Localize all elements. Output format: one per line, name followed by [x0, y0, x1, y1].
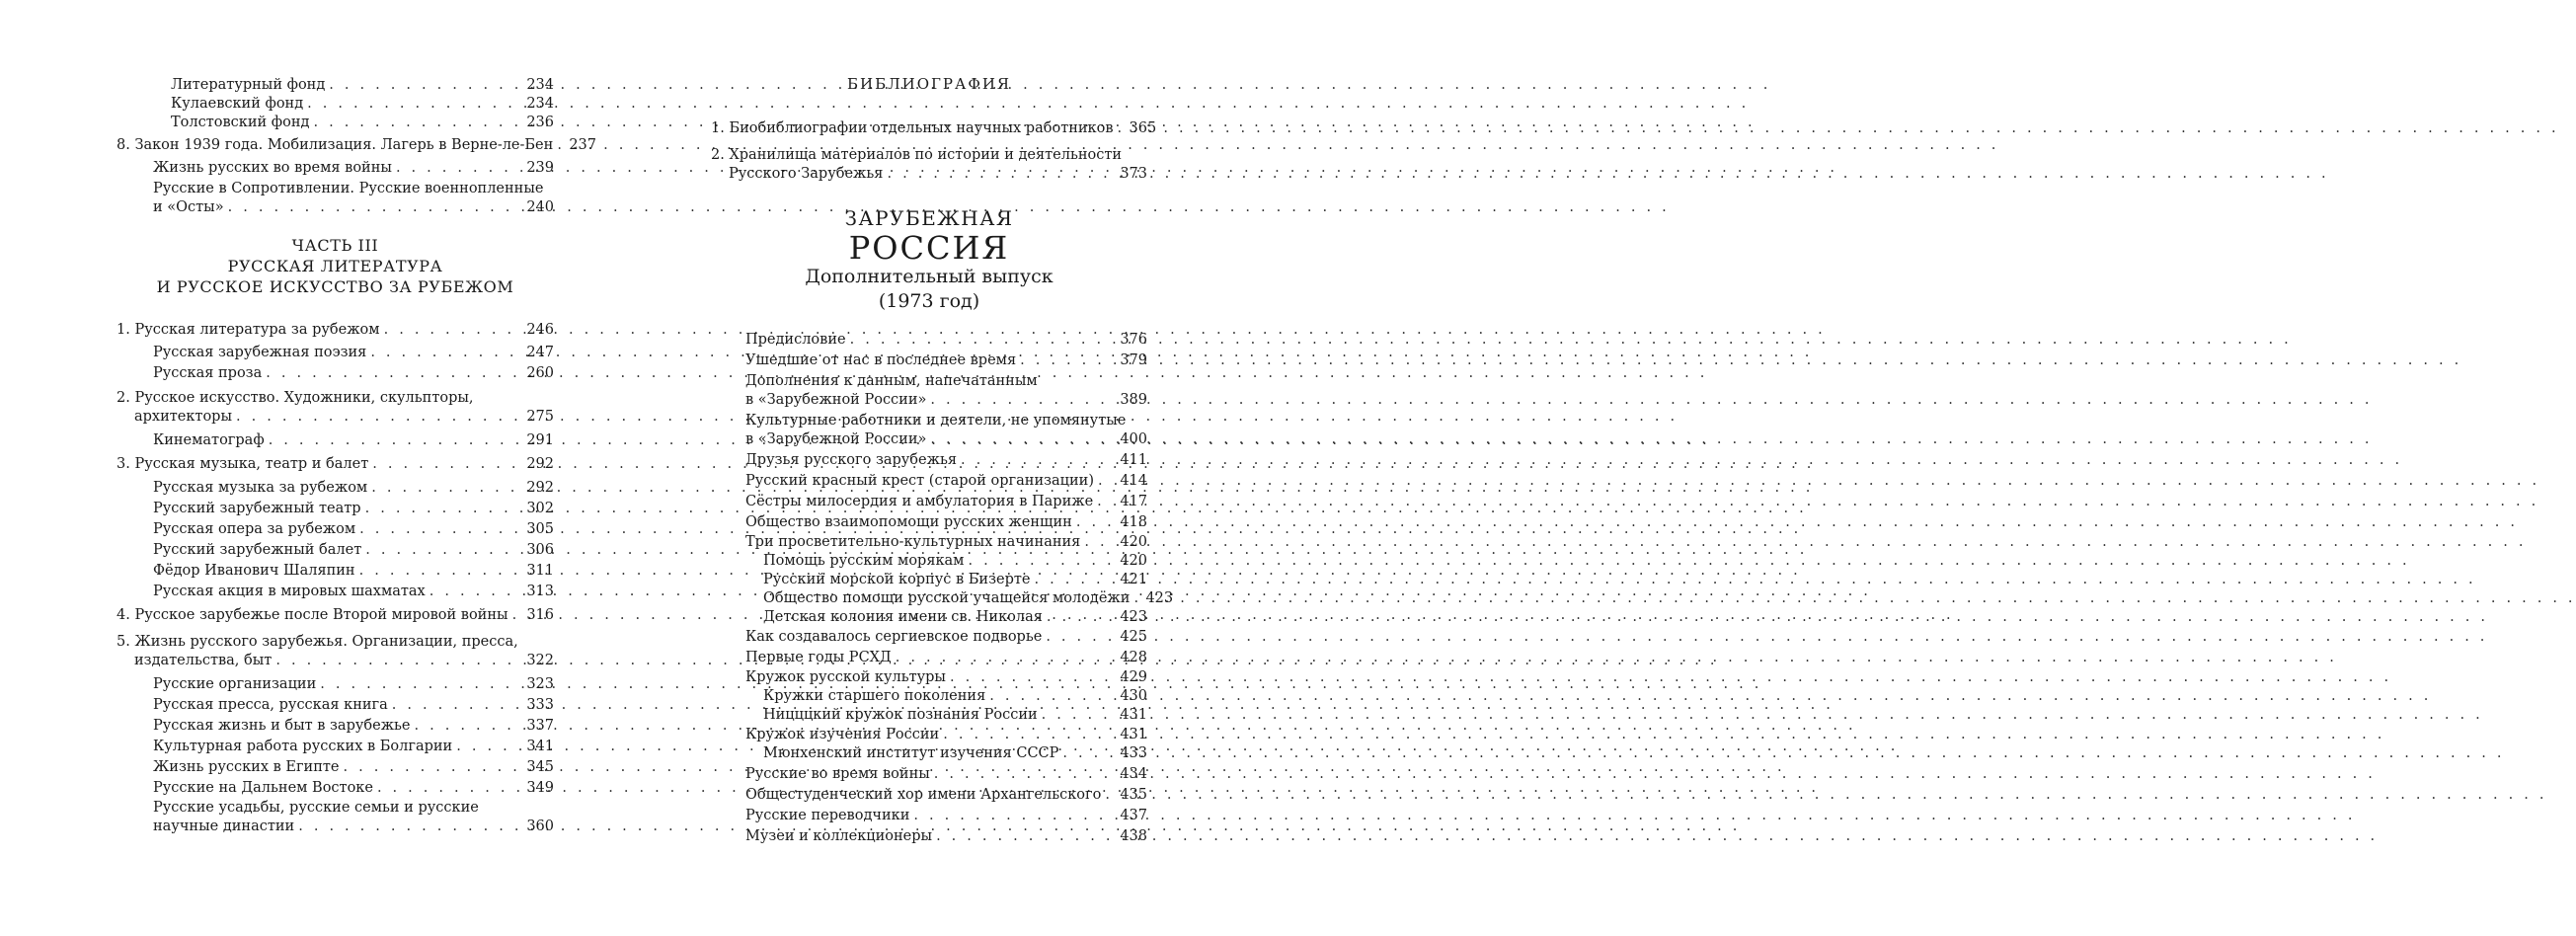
leader-dots [892, 649, 1121, 667]
leader-dots [361, 541, 526, 560]
toc-entry-page: 429 [1120, 669, 1147, 685]
toc-entry-title: Русская опера за рубежом [153, 521, 356, 537]
toc-entry-page: 292 [526, 480, 554, 496]
leader-dots [367, 479, 526, 498]
toc-entry-title: Русская акция в мировых шахматах [153, 584, 426, 599]
right-page [711, 0, 1174, 936]
toc-entry-title: Культурные работники и деятели, не упомянутые [745, 413, 1127, 429]
toc-entry [711, 351, 1147, 370]
toc-entry-page: 411 [1120, 452, 1147, 468]
toc-entry-page: 417 [1120, 494, 1147, 509]
leader-dots [392, 159, 526, 178]
leader-dots [373, 779, 526, 798]
toc-entry [117, 541, 554, 560]
leader-dots [316, 675, 526, 694]
toc-entry-title: Детская колония имени св. Николая [763, 609, 1043, 625]
leader-dots [303, 95, 526, 114]
toc-entry [711, 649, 1147, 667]
leader-dots [426, 583, 527, 601]
toc-entry [711, 726, 1147, 744]
toc-entry-page: 323 [526, 676, 554, 692]
leader-dots [294, 818, 526, 836]
section-heading [711, 205, 1147, 314]
toc-entry-title: Русская пресса, русская книга [153, 697, 388, 713]
leader-dots [452, 738, 526, 756]
toc-entry-title: Ушедшие от нас в последнее время [745, 352, 1017, 368]
toc-entry-page: 373 [1120, 166, 1147, 182]
toc-entry [711, 412, 1147, 449]
toc-entry-page: 234 [526, 96, 554, 112]
toc-entry-page: 420 [1120, 553, 1147, 569]
toc-entry-title: 3. Русская музыка, театр и балет [117, 456, 369, 472]
toc-entry-title: 8. Закон 1939 года. Мобилизация. Лагерь в Верне-ле-Бен [117, 137, 554, 153]
toc-entry-title: Помощь русским морякам [763, 553, 965, 569]
toc-entry [117, 76, 554, 95]
leader-dots [388, 696, 527, 715]
leader-dots [1038, 706, 1121, 725]
toc-entry-page: 435 [1120, 787, 1147, 803]
toc-entry-title: Культурная работа русских в Болгарии [153, 739, 453, 754]
leader-dots [883, 165, 1120, 184]
toc-entry-title: Жизнь русских во время войны [153, 160, 392, 176]
toc-entry [711, 807, 1147, 825]
toc-entry [117, 520, 554, 539]
toc-entry-title: Общество помощи русской учащейся молодёжи [763, 590, 1131, 606]
leader-dots [926, 391, 1120, 410]
part-title-line2: И РУССКОЕ ИСКУССТВО ЗА РУБЕЖОМ [156, 277, 514, 296]
toc-entry [711, 472, 1147, 491]
toc-entry [117, 455, 554, 474]
toc-entry-page: 247 [526, 345, 554, 360]
toc-entry [117, 321, 554, 340]
leader-dots [366, 344, 526, 362]
leader-dots [1130, 589, 1145, 608]
toc-entry [117, 95, 554, 114]
toc-entry [117, 389, 554, 427]
toc-entry-title: Кинематограф [153, 432, 265, 448]
toc-entry-title: Сёстры милосердия и амбулатория в Париже [745, 494, 1094, 509]
leader-dots [1030, 571, 1120, 589]
toc-entry-title: Русские в Сопротивлении. Русские военнопленные [153, 181, 544, 196]
toc-entry-title: Музеи и коллекционеры [745, 828, 933, 844]
toc-entry-title: Толстовский фонд [171, 115, 310, 130]
toc-entry-title: 2. Русское искусство. Художники, скульпторы, [117, 390, 474, 406]
toc-entry-title-cont: научные династии [153, 819, 295, 834]
section-heading-line2: РОССИЯ [848, 229, 1010, 267]
part-title-line1: РУССКАЯ ЛИТЕРАТУРА [227, 257, 443, 275]
toc-entry-page: 305 [526, 521, 554, 537]
leader-dots [1058, 744, 1120, 763]
leader-dots [1101, 786, 1120, 805]
toc-entry-page: 240 [526, 199, 554, 215]
toc-entry [711, 552, 1147, 571]
toc-entry-title: Предисловие [745, 332, 846, 348]
toc-entry-title: Общество взаимопомощи русских женщин [745, 514, 1072, 530]
toc-entry-title: 4. Русское зарубежье после Второй мировой войны [117, 607, 508, 623]
toc-entry-title: 1. Русская литература за рубежом [117, 322, 380, 338]
leader-dots [262, 364, 526, 383]
toc-entry-page: 316 [526, 607, 554, 623]
toc-entry-title: Литературный фонд [171, 77, 326, 93]
toc-entry [711, 687, 1147, 706]
leader-dots [340, 758, 527, 777]
toc-entry-page: 360 [526, 819, 554, 834]
leader-dots [985, 687, 1120, 706]
leader-dots [926, 430, 1120, 449]
toc-entry [711, 146, 1147, 184]
toc-entry [117, 114, 554, 132]
leader-dots [355, 520, 526, 539]
leader-dots [368, 455, 526, 474]
toc-entry [117, 562, 554, 581]
toc-entry-page: 291 [526, 432, 554, 448]
toc-entry-page: 420 [1120, 534, 1147, 550]
leader-dots [1043, 608, 1120, 627]
section-subtitle: Дополнительный выпуск [805, 266, 1054, 287]
toc-entry [711, 628, 1147, 647]
toc-entry-title-cont: архитекторы [134, 409, 233, 425]
leader-dots [309, 114, 526, 132]
toc-entry-title-cont: в «Зарубежной России» [745, 431, 927, 447]
toc-entry-page: 423 [1145, 590, 1174, 606]
toc-entry-page: 400 [1120, 431, 1147, 447]
leader-dots [946, 668, 1120, 687]
toc-entry [711, 765, 1147, 784]
toc-entry-title: Русские во время войны [745, 766, 930, 782]
toc-entry-title-cont: издательства, быт [134, 653, 273, 668]
toc-entry-page: 237 [569, 137, 596, 153]
section-heading-line1: ЗАРУБЕЖНАЯ [844, 206, 1014, 230]
toc-entry [117, 364, 554, 383]
toc-entry-page: 260 [526, 365, 554, 381]
toc-entry-page: 425 [1120, 629, 1147, 645]
toc-entry [117, 779, 554, 798]
toc-entry-title: Русский морской корпус в Бизерте [763, 572, 1031, 587]
toc-entry [711, 119, 1157, 138]
toc-entry-page: 302 [526, 501, 554, 516]
leader-dots [1114, 119, 1130, 138]
toc-entry-page: 376 [1120, 332, 1147, 348]
toc-entry-page: 292 [526, 456, 554, 472]
toc-entry [117, 799, 554, 836]
toc-entry [117, 431, 554, 450]
toc-entry-page: 431 [1120, 707, 1147, 723]
toc-entry-title: Первые годы РСХД [745, 650, 892, 665]
leader-dots [932, 827, 1120, 846]
toc-entry-page: 389 [1120, 392, 1147, 408]
toc-entry-page: 421 [1120, 572, 1147, 587]
toc-entry [711, 372, 1147, 410]
toc-entry-page: 349 [526, 780, 554, 796]
toc-entry-title: Ницццкий кружок познания России [763, 707, 1038, 723]
leader-dots [553, 136, 569, 155]
toc-entry [711, 706, 1147, 725]
toc-entry-title: Русские на Дальнем Востоке [153, 780, 373, 796]
toc-entry [117, 696, 554, 715]
toc-entry-page: 313 [526, 584, 554, 599]
toc-entry-page: 341 [526, 739, 554, 754]
left-page [117, 0, 596, 936]
part-number: ЧАСТЬ III [291, 236, 379, 255]
leader-dots [272, 652, 526, 670]
toc-entry-page: 311 [526, 563, 554, 579]
toc-entry-title: Мюнхенский институт изучения СССР [763, 745, 1059, 761]
toc-entry [117, 479, 554, 498]
toc-entry-title: Русская жизнь и быт в зарубежье [153, 718, 411, 734]
toc-entry-page: 437 [1120, 808, 1147, 823]
toc-entry-page: 246 [526, 322, 554, 338]
toc-entry [117, 675, 554, 694]
leader-dots [930, 765, 1121, 784]
leader-dots [411, 717, 527, 736]
toc-entry-page: 438 [1120, 828, 1147, 844]
leader-dots [1080, 533, 1120, 552]
leader-dots [939, 726, 1120, 744]
toc-entry [711, 513, 1147, 532]
toc-entry [117, 344, 554, 362]
toc-entry-title: Кружки старшего поколения [763, 688, 986, 704]
toc-entry [117, 583, 554, 601]
toc-entry [711, 451, 1147, 470]
section-year: (1973 год) [878, 290, 980, 312]
leader-dots [265, 431, 527, 450]
part-heading [117, 235, 554, 297]
leader-dots [846, 331, 1121, 350]
toc-entry-title: Русская зарубежная поэзия [153, 345, 367, 360]
toc-entry [117, 180, 554, 217]
toc-entry-page: 365 [1129, 120, 1157, 136]
toc-entry-title: Русская музыка за рубежом [153, 480, 368, 496]
leader-dots [508, 606, 527, 625]
toc-entry [117, 159, 554, 178]
toc-entry [711, 571, 1147, 589]
toc-entry [117, 606, 554, 625]
leader-dots [380, 321, 527, 340]
toc-entry-title: Русские переводчики [745, 808, 910, 823]
toc-entry-title: Русский зарубежный балет [153, 542, 362, 558]
toc-entry-page: 234 [526, 77, 554, 93]
toc-entry-title: 1. Биобиблиографии отдельных научных работников [711, 120, 1114, 136]
toc-entry-title: Общестуденческий хор имени Архангельского [745, 787, 1102, 803]
toc-entry [711, 786, 1147, 805]
leader-dots [1094, 472, 1120, 491]
toc-entry-title: Кружок изучения России [745, 727, 940, 742]
leader-dots [232, 408, 526, 427]
toc-entry-page: 414 [1120, 473, 1147, 489]
toc-entry [711, 331, 1147, 350]
toc-entry-page: 431 [1120, 727, 1147, 742]
toc-entry-page: 433 [1120, 745, 1147, 761]
leader-dots [355, 562, 527, 581]
toc-entry-page: 423 [1120, 609, 1147, 625]
leader-dots [1016, 351, 1120, 370]
toc-entry [117, 500, 554, 518]
toc-entry-page: 236 [526, 115, 554, 130]
toc-entry-page: 379 [1120, 352, 1147, 368]
toc-entry [117, 738, 554, 756]
toc-entry-title: Русский красный крест (старой организации) [745, 473, 1094, 489]
toc-entry-title: Фёдор Иванович Шаляпин [153, 563, 355, 579]
toc-entry-title: Русский зарубежный театр [153, 501, 361, 516]
toc-entry-page: 275 [526, 409, 554, 425]
toc-entry [711, 608, 1147, 627]
toc-entry-page: 428 [1120, 650, 1147, 665]
toc-entry-page: 430 [1120, 688, 1147, 704]
leader-dots [1042, 628, 1120, 647]
toc-entry [711, 533, 1147, 552]
toc-entry [711, 744, 1147, 763]
toc-entry-title: Русские усадьбы, русские семьи и русские [153, 800, 479, 816]
toc-entry-title: Кружок русской культуры [745, 669, 946, 685]
toc-entry-title: Дополнения к данным, напечатанным [745, 373, 1038, 389]
toc-entry [117, 136, 596, 155]
leader-dots [224, 198, 527, 217]
bibliography-heading: БИБЛИОГРАФИЯ [846, 75, 1012, 93]
toc-entry-page: 434 [1120, 766, 1147, 782]
toc-entry [711, 493, 1147, 511]
toc-entry-page: 322 [526, 653, 554, 668]
leader-dots [1072, 513, 1120, 532]
toc-entry [117, 717, 554, 736]
leader-dots [957, 451, 1120, 470]
leader-dots [909, 807, 1120, 825]
toc-entry-title-cont: в «Зарубежной России» [745, 392, 927, 408]
toc-entry-page: 239 [526, 160, 554, 176]
toc-entry-title: Русская проза [153, 365, 263, 381]
toc-entry-title: Три просветительно-культурных начинания [745, 534, 1081, 550]
toc-entry-page: 418 [1120, 514, 1147, 530]
toc-entry [117, 633, 554, 670]
toc-entry-title: Русские организации [153, 676, 317, 692]
toc-entry-title: Жизнь русских в Египте [153, 759, 340, 775]
toc-entry [711, 589, 1174, 608]
leader-dots [1093, 493, 1120, 511]
toc-entry-title: Как создавалось сергиевское подворье [745, 629, 1043, 645]
toc-entry-title-cont: и «Осты» [153, 199, 224, 215]
toc-entry-page: 337 [526, 718, 554, 734]
toc-entry-page: 333 [526, 697, 554, 713]
leader-dots [361, 500, 527, 518]
toc-entry-page: 306 [526, 542, 554, 558]
toc-entry [711, 827, 1147, 846]
toc-entry-title: 2. Хранилища материалов по истории и деятельности [711, 147, 1123, 163]
toc-entry-title: 5. Жизнь русского зарубежья. Организации, пресса, [117, 634, 518, 650]
toc-entry-page: 345 [526, 759, 554, 775]
toc-entry-title: Кулаевский фонд [171, 96, 304, 112]
toc-entry-title-cont: Русского Зарубежья [729, 166, 884, 182]
toc-entry-title: Друзья русского зарубежья [745, 452, 958, 468]
leader-dots [964, 552, 1120, 571]
leader-dots [325, 76, 526, 95]
toc-entry [711, 668, 1147, 687]
toc-entry [117, 758, 554, 777]
